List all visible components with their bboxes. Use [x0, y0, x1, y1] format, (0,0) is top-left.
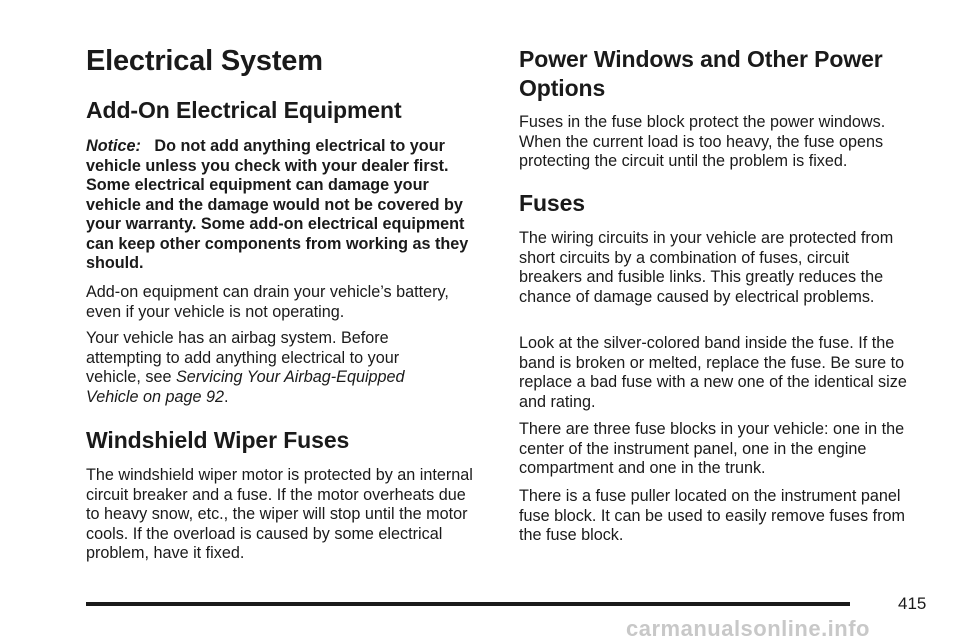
paragraph-airbag — [86, 329, 454, 407]
section-heading-power-windows: Power Windows and Other Power — [519, 46, 883, 72]
paragraph-fuses-wiring: The wiring circuits in your vehicle are protected from short circuits by a combination of fuses, circuit breakers and fusible links. This greatly reduces the chance of damage caused by electrical problems. — [519, 229, 894, 306]
paragraph-fuse-blocks: There are three fuse blocks in your vehicle: one in the center of the instrument panel, one in the engine compartment and one in the trunk. — [519, 420, 905, 477]
page-number: 415 — [898, 594, 927, 613]
notice-label: Notice: — [86, 137, 141, 155]
section-heading-wiper-fuses: Windshield Wiper Fuses — [86, 427, 350, 453]
notice-text: Do not add anything electrical to your vehicle unless you check with your dealer first. Some electrical equipment can damage your vehicle and the damage would not be covered by your warranty. Some add-on electrical equipment can keep other components from working as they should. — [86, 137, 469, 272]
section-heading-power-windows-line2: Options — [519, 75, 606, 101]
footer-rule — [86, 602, 850, 606]
paragraph-fuses-band: Look at the silver-colored band inside the fuse. If the band is broken or melted, replace the fuse. Be sure to replace a bad fuse with a new one of the identical size and rating. — [519, 334, 907, 411]
airbag-reference-link[interactable]: Servicing Your Airbag-Equipped Vehicle on page 92 — [86, 368, 405, 406]
page-title: Electrical System — [86, 45, 323, 77]
section-heading-fuses: Fuses — [519, 190, 585, 216]
section-heading-add-on: Add-On Electrical Equipment — [86, 97, 402, 123]
paragraph-power-windows: Fuses in the fuse block protect the power windows. When the current load is too heavy, the fuse opens protecting the circuit until the problem is fixed. — [519, 113, 886, 170]
airbag-text: Your vehicle has an airbag system. Before attempting to add anything electrical to your vehicle, see — [86, 329, 400, 386]
paragraph-wiper: The windshield wiper motor is protected by an internal circuit breaker and a fuse. If the motor overheats due to heavy snow, etc., the wiper will stop until the motor cools. If the overload is caused by some electrical problem, have it fixed. — [86, 466, 473, 562]
paragraph-drain-battery: Add-on equipment can drain your vehicle’s battery, even if your vehicle is not operating. — [86, 283, 449, 321]
airbag-end: . — [224, 387, 229, 406]
notice-paragraph — [86, 137, 482, 274]
paragraph-fuse-puller: There is a fuse puller located on the instrument panel fuse block. It can be used to easily remove fuses from the fuse block. — [519, 487, 905, 544]
watermark: carmanualsonline.info — [626, 616, 870, 641]
